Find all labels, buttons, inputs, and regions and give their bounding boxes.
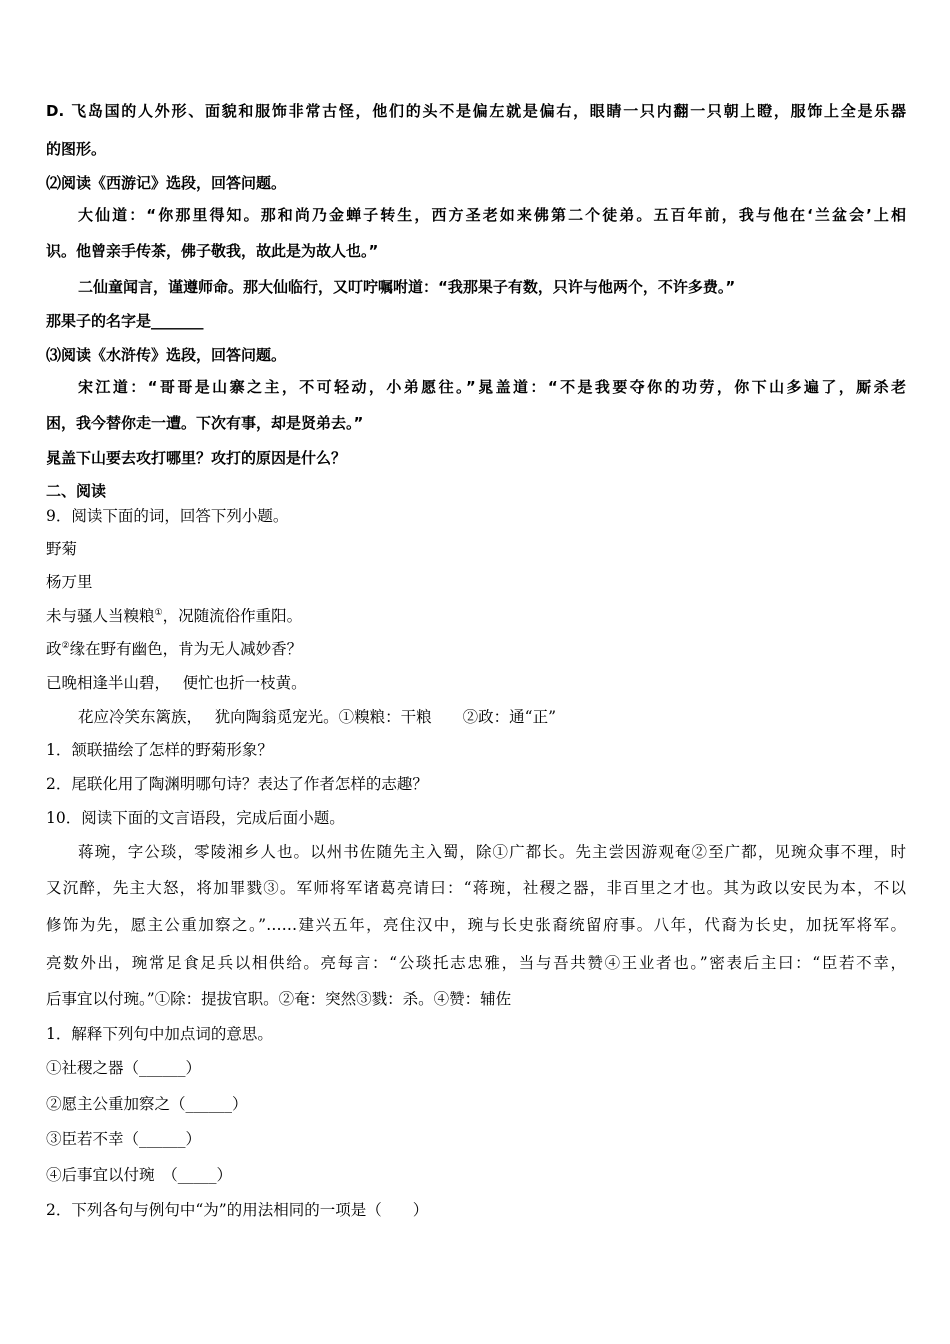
poem-line3: 已晚相逢半山碧， 便忙也折一枝黄。 bbox=[46, 674, 307, 692]
option-d-line1: D. 飞岛国的人外形、面貌和服饰非常古怪，他们的头不是偏左就是偏右，眼睛一只内翻一只朝上瞪，服饰上全是乐器 bbox=[46, 102, 906, 120]
q9-prompt: 9．阅读下面的词，回答下列小题。 bbox=[46, 507, 289, 525]
q10-item-4: ④后事宜以付琬 （_____） bbox=[46, 1166, 233, 1184]
poem-title: 野菊 bbox=[46, 540, 78, 558]
q2-passage-line1: 大仙道：“你那里得知。那和尚乃金蝉子转生，西方圣老如来佛第二个徒弟。五百年前，我与他在‘兰盆会’上相 bbox=[78, 206, 906, 224]
q10-sub1: 1．解释下列句中加点词的意思。 bbox=[46, 1025, 273, 1043]
footnote-mark: ② bbox=[61, 640, 70, 651]
poem-author: 杨万里 bbox=[46, 573, 93, 591]
footnote-mark: ① bbox=[154, 607, 163, 618]
q2-heading: ⑵阅读《西游记》选段，回答问题。 bbox=[46, 174, 287, 192]
q2-passage-p2: 二仙童闻言，谨遵师命。那大仙临行，又叮咛嘱咐道：“我那果子有数，只许与他两个，不许多费。” bbox=[78, 278, 736, 296]
q10-passage-line5: 后事宜以付琬。”①除：提拔官职。②奄：突然③戮：杀。④赞：辅佐 bbox=[46, 990, 512, 1008]
q10-passage-line3: 修饰为先，愿主公重加察之。”……建兴五年，亮住汉中，琬与长史张裔统留府事。八年，代裔为长史，加抚军将军。 bbox=[46, 916, 906, 934]
poem-line1-b: ，况随流俗作重阳。 bbox=[162, 607, 303, 625]
option-d-line2: 的图形。 bbox=[46, 140, 107, 158]
poem-line1-a: 未与骚人当糗粮 bbox=[46, 607, 155, 625]
q10-passage-line2: 又沉醉，先主大怒，将加罪戮③。军师将军诸葛亮请曰：“蒋琬，社稷之器，非百里之才也。其为政以安民为本，不以 bbox=[46, 879, 906, 897]
q2-passage-line2: 识。他曾亲手传茶，佛子敬我，故此是为故人也。” bbox=[46, 242, 379, 260]
poem-line2-a: 政 bbox=[46, 640, 62, 658]
q10-item-3: ③臣若不幸（______） bbox=[46, 1130, 202, 1148]
q3-question: 晁盖下山要去攻打哪里？攻打的原因是什么？ bbox=[46, 449, 347, 467]
q9-sub2: 2．尾联化用了陶渊明哪句诗？表达了作者怎样的志趣？ bbox=[46, 775, 428, 793]
section-heading-reading: 二、阅读 bbox=[46, 482, 107, 500]
q3-heading: ⑶阅读《水浒传》选段，回答问题。 bbox=[46, 346, 287, 364]
poem-line2-b: 缘在野有幽色，肯为无人减妙香？ bbox=[69, 640, 303, 658]
q10-sub2: 2．下列各句与例句中“为”的用法相同的一项是（ ） bbox=[46, 1201, 429, 1219]
q10-passage-line1: 蒋琬，字公琰，零陵湘乡人也。以州书佐随先主入蜀，除①广都长。先主尝因游观奄②至广都，见琬众事不理，时 bbox=[78, 843, 906, 861]
q2-question: 那果子的名字是_______ bbox=[46, 312, 204, 330]
poem-line1 bbox=[46, 606, 302, 626]
q10-passage-line4: 亮数外出，琬常足食足兵以相供给。亮每言：“公琰托志忠雅，当与吾共赞④王业者也。”密表后主曰：“臣若不幸， bbox=[46, 954, 906, 972]
q10-prompt: 10．阅读下面的文言语段，完成后面小题。 bbox=[46, 809, 345, 827]
q9-sub1: 1．颔联描绘了怎样的野菊形象？ bbox=[46, 741, 273, 759]
poem-line4-notes: 花应冷笑东篱族， 犹向陶翁觅宠光。①糗粮：干粮 ②政：通“正” bbox=[78, 708, 557, 726]
q10-item-2: ②愿主公重加察之（______） bbox=[46, 1095, 248, 1113]
q3-passage-line2: 困，我今替你走一遭。下次有事，却是贤弟去。” bbox=[46, 414, 364, 432]
q3-passage-line1: 宋江道：“哥哥是山寨之主，不可轻动，小弟愿往。”晁盖道：“不是我要夺你的功劳，你下山多遍了，厮杀老 bbox=[78, 378, 906, 396]
poem-line2 bbox=[46, 639, 302, 659]
q10-item-1: ①社稷之器（______） bbox=[46, 1059, 202, 1077]
